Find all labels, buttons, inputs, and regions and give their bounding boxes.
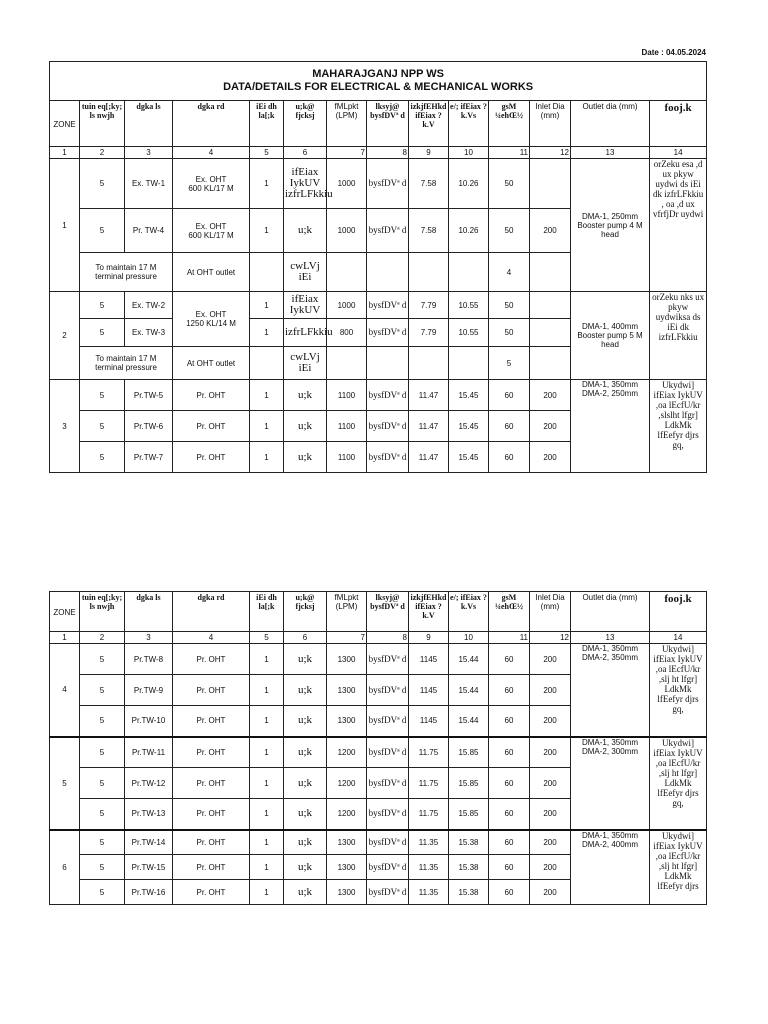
cell: At OHT outlet	[173, 347, 250, 380]
cell: 11.47	[409, 442, 449, 473]
cell: u;k	[284, 380, 327, 411]
cell: 60	[489, 799, 530, 830]
cell: 5	[80, 855, 125, 880]
cell	[173, 292, 250, 347]
cell: u;k	[284, 644, 327, 675]
zone-cell: 1	[50, 159, 80, 292]
cell: Pr. OHT	[173, 442, 250, 473]
cell: Pr.TW-9	[125, 675, 173, 706]
table-row	[50, 644, 707, 675]
cell: 200	[530, 768, 571, 799]
col-num: 1	[50, 632, 80, 644]
cell: u;k	[284, 830, 327, 855]
cell	[327, 347, 367, 380]
cell: Pr.TW-12	[125, 768, 173, 799]
cell: u;k	[284, 442, 327, 473]
cell: 200	[530, 442, 571, 473]
cell-line: 1250 KL/14 M	[186, 319, 236, 328]
cell: 800	[327, 319, 367, 347]
cell	[367, 347, 409, 380]
cell: 1	[250, 768, 284, 799]
cell: Ex. TW-3	[125, 319, 173, 347]
outlet-cell: DMA-1, 350mm DMA-2, 350mm	[571, 644, 650, 737]
zone-cell: 5	[50, 737, 80, 830]
cell: 60	[489, 737, 530, 768]
cell-line: Ex. OHT	[195, 221, 227, 231]
cell: 5	[80, 209, 125, 253]
cell: 200	[530, 706, 571, 737]
cell: 1	[250, 159, 284, 209]
cell: 10.26	[449, 209, 489, 253]
cell: bysfDVª d	[367, 768, 409, 799]
cell: 15.45	[449, 442, 489, 473]
cell: u;k	[284, 706, 327, 737]
cell	[449, 347, 489, 380]
cell: 200	[530, 380, 571, 411]
table-row	[50, 292, 707, 319]
header-c12: Inlet Dia (mm)	[530, 592, 571, 632]
col-num: 8	[367, 147, 409, 159]
header-c6: u;k@ fjcksj	[284, 592, 327, 632]
cell: 5	[80, 380, 125, 411]
data-table-1	[49, 61, 707, 473]
col-num: 6	[284, 632, 327, 644]
cell	[409, 347, 449, 380]
cell: 5	[80, 737, 125, 768]
cell: Pr. OHT	[173, 411, 250, 442]
cell: 1	[250, 737, 284, 768]
cell: 200	[530, 880, 571, 905]
cell	[173, 159, 250, 209]
cell: 7.58	[409, 209, 449, 253]
col-num: 3	[125, 632, 173, 644]
cell: cwLVj iEi	[284, 347, 327, 380]
cell: To maintain 17 M terminal pressure	[80, 347, 173, 380]
header-c6: u;k@ fjcksj	[284, 101, 327, 147]
cell	[530, 319, 571, 347]
cell: 1000	[327, 292, 367, 319]
cell: 1	[250, 830, 284, 855]
cell: Pr. OHT	[173, 855, 250, 880]
col-num: 9	[409, 147, 449, 159]
document-date: Date : 04.05.2024	[641, 48, 706, 57]
cell: 5	[80, 880, 125, 905]
cell: u;k	[284, 675, 327, 706]
remarks-cell	[650, 830, 707, 905]
cell: 7.79	[409, 292, 449, 319]
cell: 200	[530, 411, 571, 442]
cell: 50	[489, 209, 530, 253]
cell: 1300	[327, 880, 367, 905]
col-num: 8	[367, 632, 409, 644]
cell: Pr.TW-15	[125, 855, 173, 880]
cell: 1	[250, 411, 284, 442]
column-number-row	[50, 147, 707, 159]
header-c13: Outlet dia (mm)	[571, 592, 650, 632]
cell: 10.26	[449, 159, 489, 209]
cell	[367, 253, 409, 292]
cell: 5	[489, 347, 530, 380]
cell: 200	[530, 644, 571, 675]
cell: 60	[489, 675, 530, 706]
cell: u;k	[284, 411, 327, 442]
table-row	[50, 737, 707, 768]
cell: bysfDVª d	[367, 830, 409, 855]
remarks-cell: Ukydwi] ifEiax IykUV ,oa lEcfU/kr ,slslht lfgr] LdkMk lfEefyr djrs gq,	[650, 380, 707, 473]
header-c9: izkjfEHkd ifEiax ? k.V	[409, 101, 449, 147]
cell: 15.45	[449, 411, 489, 442]
header-c5: iEi dh la[;k	[250, 101, 284, 147]
cell: 1	[250, 292, 284, 319]
cell: 1	[250, 644, 284, 675]
cell: 5	[80, 706, 125, 737]
zone-cell: 2	[50, 292, 80, 380]
cell: 60	[489, 855, 530, 880]
cell: 1000	[327, 159, 367, 209]
col-num: 6	[284, 147, 327, 159]
cell: 1	[250, 209, 284, 253]
cell: bysfDVª d	[367, 855, 409, 880]
cell: 5	[80, 675, 125, 706]
cell: Pr.TW-5	[125, 380, 173, 411]
cell-line: 600 KL/17 M	[188, 230, 234, 240]
cell: bysfDVª d	[367, 706, 409, 737]
cell: Pr.TW-14	[125, 830, 173, 855]
col-num: 13	[571, 632, 650, 644]
header-c10: e/; ifEiax ? k.Vs	[449, 592, 489, 632]
cell: bysfDVª d	[367, 644, 409, 675]
zone-cell: 6	[50, 830, 80, 905]
cell: 50	[489, 319, 530, 347]
cell: 200	[530, 855, 571, 880]
cell: At OHT outlet	[173, 253, 250, 292]
cell: 1100	[327, 380, 367, 411]
cell: 11.75	[409, 768, 449, 799]
outlet-cell: DMA-1, 350mm DMA-2, 250mm	[571, 380, 650, 473]
cell: bysfDVª d	[367, 209, 409, 253]
cell: 1145	[409, 706, 449, 737]
cell: Pr.TW-13	[125, 799, 173, 830]
header-c8: lksyj@ bysfDVª d	[367, 101, 409, 147]
header-c3: dgka ls	[125, 101, 173, 147]
cell: 5	[80, 768, 125, 799]
cell: 15.45	[449, 380, 489, 411]
header-c4: dgka rd	[173, 592, 250, 632]
cell: u;k	[284, 209, 327, 253]
cell: 5	[80, 830, 125, 855]
cell: 60	[489, 768, 530, 799]
header-c7: fMLpkt (LPM)	[327, 101, 367, 147]
col-num: 4	[173, 632, 250, 644]
cell: Pr. TW-4	[125, 209, 173, 253]
cell: ifEiax IykUV izfrLFkkiu	[284, 159, 327, 209]
cell: Pr. OHT	[173, 830, 250, 855]
outlet-cell: DMA-1, 400mm Booster pump 5 M head	[571, 292, 650, 380]
cell: 1100	[327, 411, 367, 442]
remarks-cell: orZeku esa ,d ux pkyw uydwi ds iEi dk izfrLFkkiu , oa ,d ux vfrfjDr uydwi	[650, 159, 707, 292]
cell: cwLVj iEi	[284, 253, 327, 292]
header-row	[50, 101, 707, 147]
cell: izfrLFkkiu	[284, 319, 327, 347]
cell: Pr. OHT	[173, 706, 250, 737]
cell: 15.85	[449, 768, 489, 799]
cell: 15.38	[449, 855, 489, 880]
cell: 1	[250, 442, 284, 473]
cell: bysfDVª d	[367, 319, 409, 347]
header-c11: gsM ¼ehŒ½	[489, 101, 530, 147]
cell: 15.85	[449, 737, 489, 768]
cell	[250, 253, 284, 292]
cell: Pr.TW-16	[125, 880, 173, 905]
cell: 1145	[409, 675, 449, 706]
cell: Pr. OHT	[173, 644, 250, 675]
cell: 5	[80, 442, 125, 473]
cell: 11.75	[409, 799, 449, 830]
cell: 60	[489, 830, 530, 855]
cell: u;k	[284, 855, 327, 880]
cell: 1300	[327, 855, 367, 880]
table-row	[50, 830, 707, 855]
cell: bysfDVª d	[367, 292, 409, 319]
header-c7: fMLpkt (LPM)	[327, 592, 367, 632]
cell	[530, 347, 571, 380]
header-c9: izkjfEHkd ifEiax ? k.V	[409, 592, 449, 632]
remarks-cell: orZeku nks ux pkyw uydwiksa ds iEi dk izfrLFkkiu	[650, 292, 707, 380]
cell: Pr.TW-6	[125, 411, 173, 442]
cell: 15.38	[449, 830, 489, 855]
cell: 60	[489, 442, 530, 473]
cell: bysfDVª d	[367, 411, 409, 442]
cell: 60	[489, 644, 530, 675]
cell: 15.44	[449, 706, 489, 737]
cell: Pr. OHT	[173, 880, 250, 905]
cell: 60	[489, 411, 530, 442]
cell: bysfDVª d	[367, 737, 409, 768]
outlet-cell: DMA-1, 350mm DMA-2, 300mm	[571, 737, 650, 830]
cell: 50	[489, 159, 530, 209]
cell	[409, 253, 449, 292]
cell: bysfDVª d	[367, 799, 409, 830]
cell: 200	[530, 737, 571, 768]
col-num: 3	[125, 147, 173, 159]
cell: 200	[530, 830, 571, 855]
cell: bysfDVª d	[367, 675, 409, 706]
cell: 1000	[327, 209, 367, 253]
col-num: 4	[173, 147, 250, 159]
cell: 11.35	[409, 880, 449, 905]
col-num: 12	[530, 632, 571, 644]
cell	[530, 253, 571, 292]
cell	[449, 253, 489, 292]
col-num: 14	[650, 147, 707, 159]
remarks-cell: Ukydwi] ifEiax IykUV ,oa lEcfU/kr ,slj ht lfgr] LdkMk lfEefyr djrs gq,	[650, 737, 707, 830]
outlet-cell: DMA-1, 350mm DMA-2, 400mm	[571, 830, 650, 905]
col-num: 10	[449, 147, 489, 159]
cell: Pr.TW-10	[125, 706, 173, 737]
cell: Pr.TW-8	[125, 644, 173, 675]
cell: Pr.TW-7	[125, 442, 173, 473]
cell: 11.47	[409, 380, 449, 411]
header-c5: iEi dh la[;k	[250, 592, 284, 632]
cell: 4	[489, 253, 530, 292]
column-number-row	[50, 632, 707, 644]
header-c2: tuin eq[;ky; ls nwjh	[80, 101, 125, 147]
header-zone: ZONE	[50, 101, 80, 147]
cell: 1	[250, 706, 284, 737]
cell: Pr. OHT	[173, 799, 250, 830]
header-c3: dgka ls	[125, 592, 173, 632]
cell: 1100	[327, 442, 367, 473]
remarks-text: Ukydwi] ifEiax IykUV ,oa lEcfU/kr ,slj ht lfgr] LdkMk lfEefyr djrs	[653, 830, 703, 891]
cell: u;k	[284, 768, 327, 799]
cell	[327, 253, 367, 292]
cell: 1	[250, 319, 284, 347]
cell: 200	[530, 675, 571, 706]
table-row	[50, 380, 707, 411]
table-row	[50, 159, 707, 209]
table-title-row	[50, 62, 707, 101]
data-table-2	[49, 591, 707, 905]
cell: Pr.TW-11	[125, 737, 173, 768]
cell: 11.35	[409, 830, 449, 855]
cell: 1	[250, 855, 284, 880]
cell: 5	[80, 644, 125, 675]
cell: 15.44	[449, 644, 489, 675]
header-c12: Inlet Dia (mm)	[530, 101, 571, 147]
cell: 1145	[409, 644, 449, 675]
header-c8: lksyj@ bysfDVª d	[367, 592, 409, 632]
col-num: 10	[449, 632, 489, 644]
cell: bysfDVª d	[367, 380, 409, 411]
cell: 5	[80, 411, 125, 442]
header-c4: dgka rd	[173, 101, 250, 147]
cell	[173, 209, 250, 253]
cell: 5	[80, 799, 125, 830]
cell: 1300	[327, 644, 367, 675]
cell	[250, 347, 284, 380]
remarks-cell: Ukydwi] ifEiax IykUV ,oa lEcfU/kr ,slj ht lfgr] LdkMk lfEefyr djrs gq,	[650, 644, 707, 737]
col-num: 11	[489, 147, 530, 159]
col-num: 14	[650, 632, 707, 644]
cell: 5	[80, 292, 125, 319]
cell: 200	[530, 799, 571, 830]
col-num: 9	[409, 632, 449, 644]
col-num: 2	[80, 632, 125, 644]
table-title: MAHARAJGANJ NPP WS	[312, 68, 444, 80]
cell: 200	[530, 209, 571, 253]
cell: 1300	[327, 830, 367, 855]
col-num: 2	[80, 147, 125, 159]
outlet-cell: DMA-1, 250mm Booster pump 4 M head	[571, 159, 650, 292]
cell: 7.58	[409, 159, 449, 209]
col-num: 7	[327, 632, 367, 644]
col-num: 7	[327, 147, 367, 159]
cell: ifEiax IykUV	[284, 292, 327, 319]
cell: Ex. TW-2	[125, 292, 173, 319]
header-c2: tuin eq[;ky; ls nwjh	[80, 592, 125, 632]
cell: bysfDVª d	[367, 442, 409, 473]
cell: Pr. OHT	[173, 737, 250, 768]
cell: 10.55	[449, 319, 489, 347]
cell-line: Ex. OHT	[195, 310, 227, 319]
col-num: 5	[250, 632, 284, 644]
col-num: 13	[571, 147, 650, 159]
cell: 1200	[327, 799, 367, 830]
cell: u;k	[284, 737, 327, 768]
cell: 15.44	[449, 675, 489, 706]
cell: bysfDVª d	[367, 880, 409, 905]
header-row	[50, 592, 707, 632]
cell	[530, 292, 571, 319]
cell: u;k	[284, 880, 327, 905]
cell: Pr. OHT	[173, 380, 250, 411]
cell: Pr. OHT	[173, 768, 250, 799]
cell: 11.35	[409, 855, 449, 880]
cell: 11.47	[409, 411, 449, 442]
header-c14: fooj.k	[650, 101, 707, 147]
cell: 1200	[327, 768, 367, 799]
zone-cell: 4	[50, 644, 80, 737]
col-num: 12	[530, 147, 571, 159]
cell: 1300	[327, 706, 367, 737]
cell: To maintain 17 M terminal pressure	[80, 253, 173, 292]
cell: 60	[489, 380, 530, 411]
cell: 5	[80, 159, 125, 209]
cell: u;k	[284, 799, 327, 830]
cell: Ex. TW-1	[125, 159, 173, 209]
cell: 15.38	[449, 880, 489, 905]
cell: 1	[250, 380, 284, 411]
cell-line: Ex. OHT	[195, 174, 227, 184]
cell: 1200	[327, 737, 367, 768]
cell: Pr. OHT	[173, 675, 250, 706]
col-num: 11	[489, 632, 530, 644]
col-num: 5	[250, 147, 284, 159]
cell: 1	[250, 675, 284, 706]
header-zone: ZONE	[50, 592, 80, 632]
header-c13: Outlet dia (mm)	[571, 101, 650, 147]
header-c10: e/; ifEiax ? k.Vs	[449, 101, 489, 147]
cell: 1	[250, 880, 284, 905]
zone-cell: 3	[50, 380, 80, 473]
cell: 60	[489, 706, 530, 737]
cell: 60	[489, 880, 530, 905]
col-num: 1	[50, 147, 80, 159]
cell: 11.75	[409, 737, 449, 768]
cell-line: 600 KL/17 M	[188, 183, 234, 193]
cell: 7.79	[409, 319, 449, 347]
cell: 1	[250, 799, 284, 830]
header-c14: fooj.k	[650, 592, 707, 632]
cell: 10.55	[449, 292, 489, 319]
cell: 15.85	[449, 799, 489, 830]
cell: 1300	[327, 675, 367, 706]
table-subtitle: DATA/DETAILS FOR ELECTRICAL & MECHANICAL WORKS	[223, 81, 534, 93]
header-c11: gsM ¼ehŒ½	[489, 592, 530, 632]
cell: 50	[489, 292, 530, 319]
cell: 5	[80, 319, 125, 347]
cell	[530, 159, 571, 209]
cell: bysfDVª d	[367, 159, 409, 209]
